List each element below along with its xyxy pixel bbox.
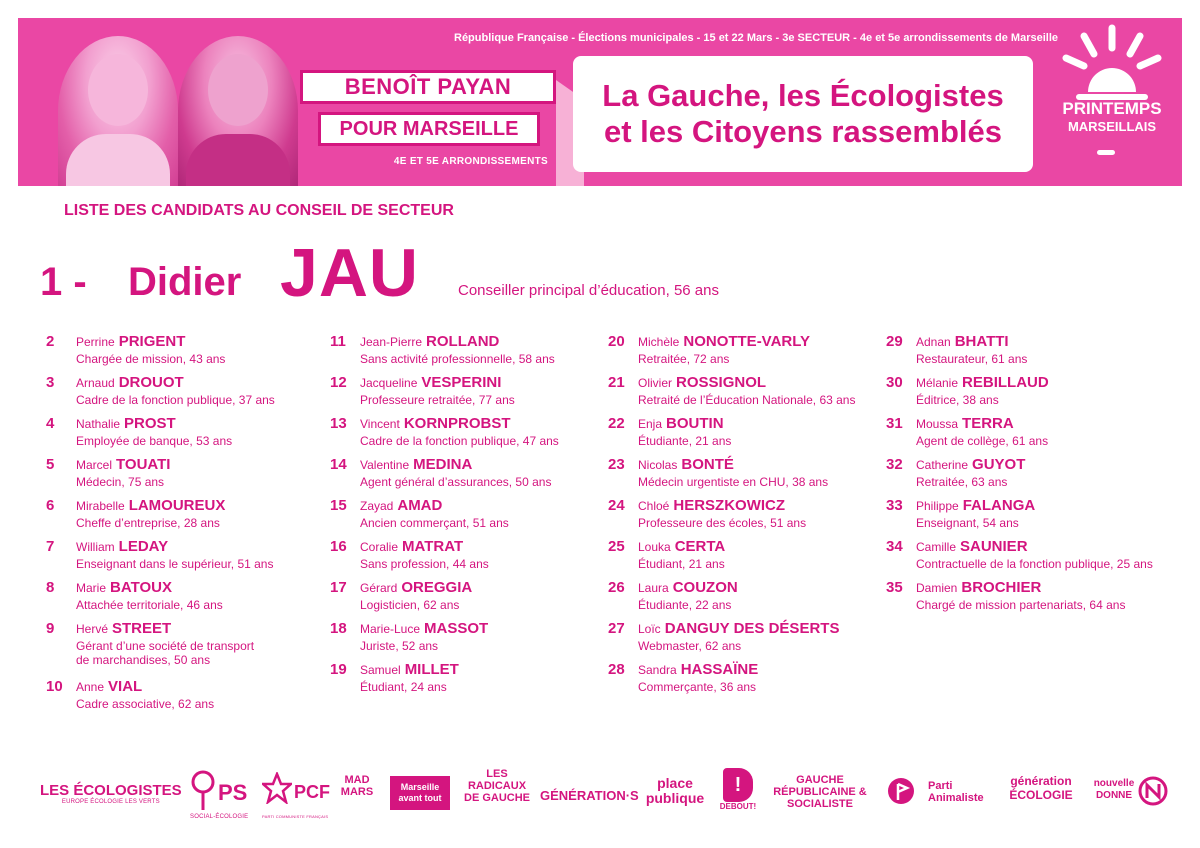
candidate-number: 30 xyxy=(886,374,903,391)
candidate-description: Sans profession, 44 ans xyxy=(360,557,489,571)
candidate-description: Juriste, 52 ans xyxy=(360,639,439,653)
candidate-name xyxy=(360,661,459,678)
candidate-first-name: Camille xyxy=(916,540,957,554)
candidate-name xyxy=(76,620,171,637)
candidate-last-name: BHATTI xyxy=(954,333,1009,350)
logo-ps: PS SOCIAL-ÉCOLOGIE xyxy=(188,770,218,815)
candidate-last-name: VIAL xyxy=(108,678,143,695)
candidate-description: Retraitée, 72 ans xyxy=(638,352,730,366)
candidate-description: Médecin urgentiste en CHU, 38 ans xyxy=(638,475,829,489)
slogan-line-2: et les Citoyens rassemblés xyxy=(603,114,1003,149)
candidate-first-name: Moussa xyxy=(916,417,959,431)
party-logos xyxy=(40,768,1170,828)
candidate-photo-right xyxy=(178,36,298,186)
candidate-last-name: ROSSIGNOL xyxy=(676,374,767,391)
candidate-name-box: BENOÎT PAYAN xyxy=(300,70,556,104)
logo-place-publique: place publique xyxy=(645,775,705,806)
logo-marseille-avant-tout: Marseille avant tout xyxy=(390,776,450,810)
candidate-last-name: SAUNIER xyxy=(960,538,1028,555)
candidate-first-name: Samuel xyxy=(360,663,401,677)
candidate-number: 32 xyxy=(886,456,903,473)
candidate-last-name: DANGUY DES DÉSERTS xyxy=(664,620,840,637)
candidate-number: 26 xyxy=(608,579,625,596)
candidate-number: 2 xyxy=(46,333,55,350)
candidate-last-name: HASSAÏNE xyxy=(680,661,759,678)
candidate-name xyxy=(360,538,463,555)
candidate-description: Attachée territoriale, 46 ans xyxy=(76,598,223,612)
candidate-number: 29 xyxy=(886,333,903,350)
candidate-last-name: OREGGIA xyxy=(401,579,473,596)
candidate-description: Gérant d’une société de transport de marchandises, 50 ans xyxy=(76,639,255,667)
head-candidate-first-name: Didier xyxy=(128,260,242,304)
printemps-marseillais-logo: PRINTEMPS MARSEILLAIS xyxy=(1062,99,1162,134)
candidate-description: Restaurateur, 61 ans xyxy=(916,352,1028,366)
candidate-first-name: Nicolas xyxy=(638,458,678,472)
candidate-number: 19 xyxy=(330,661,347,678)
candidate-last-name: GUYOT xyxy=(972,456,1026,473)
candidate-number: 16 xyxy=(330,538,347,555)
election-info: République Française - Élections municipales - 15 et 22 Mars - 3e SECTEUR - 4e et 5e arrondissements de Marseille xyxy=(454,32,1058,44)
candidate-last-name: NONOTTE-VARLY xyxy=(683,333,811,350)
candidate-number: 8 xyxy=(46,579,55,596)
candidate-number: 25 xyxy=(608,538,625,555)
arrondissements-label: 4E ET 5E ARRONDISSEMENTS xyxy=(393,156,548,167)
candidate-number: 4 xyxy=(46,415,55,432)
candidate-description: Cheffe d’entreprise, 28 ans xyxy=(76,516,220,530)
candidate-description: Étudiante, 22 ans xyxy=(638,598,732,612)
candidate-first-name: Hervé xyxy=(76,622,109,636)
candidate-first-name: William xyxy=(76,540,115,554)
candidate-description: Cadre associative, 62 ans xyxy=(76,697,215,711)
candidate-name xyxy=(638,374,766,391)
candidate-name xyxy=(76,415,176,432)
candidate-description: Commerçante, 36 ans xyxy=(638,680,757,694)
candidate-last-name: TOUATI xyxy=(116,456,171,473)
candidate-description: Étudiant, 21 ans xyxy=(638,557,725,571)
candidate-number: 33 xyxy=(886,497,903,514)
candidate-last-name: BONTÉ xyxy=(681,456,734,473)
candidate-last-name: STREET xyxy=(112,620,172,637)
candidate-number: 11 xyxy=(330,333,346,350)
candidate-first-name: Jacqueline xyxy=(360,376,418,390)
candidate-number: 35 xyxy=(886,579,903,596)
candidate-number: 15 xyxy=(330,497,347,514)
candidate-photo-left xyxy=(58,36,178,186)
candidate-name xyxy=(916,538,1028,555)
candidate-description: Cadre de la fonction publique, 47 ans xyxy=(360,434,559,448)
candidate-name xyxy=(916,333,1009,350)
candidate-description: Étudiant, 24 ans xyxy=(360,680,447,694)
candidate-last-name: PRIGENT xyxy=(118,333,186,350)
candidate-first-name: Damien xyxy=(916,581,958,595)
candidate-first-name: Philippe xyxy=(916,499,959,513)
candidate-last-name: MASSOT xyxy=(424,620,489,637)
star-icon xyxy=(262,772,292,804)
candidate-last-name: BROCHIER xyxy=(961,579,1042,596)
candidate-name xyxy=(638,620,839,637)
candidate-first-name: Vincent xyxy=(360,417,400,431)
sun-logo-icon xyxy=(1062,22,1162,102)
candidate-number: 27 xyxy=(608,620,625,637)
candidate-description: Agent de collège, 61 ans xyxy=(916,434,1049,448)
debout-icon: ! xyxy=(723,768,753,802)
candidate-description: Sans activité professionnelle, 58 ans xyxy=(360,352,555,366)
candidate-number: 21 xyxy=(608,374,625,391)
candidate-name xyxy=(360,579,472,596)
candidate-last-name: PROST xyxy=(124,415,176,432)
candidate-name xyxy=(916,579,1041,596)
candidate-last-name: MILLET xyxy=(404,661,459,678)
logo-les-ecologistes: LES ÉCOLOGISTES EUROPE ÉCOLOGIE LES VERTS xyxy=(40,782,182,805)
candidate-name xyxy=(638,456,734,473)
candidate-first-name: Louka xyxy=(638,540,671,554)
candidate-number: 9 xyxy=(46,620,55,637)
candidate-last-name: REBILLAUD xyxy=(962,374,1049,391)
candidate-number: 13 xyxy=(330,415,347,432)
candidate-last-name: LEDAY xyxy=(118,538,169,555)
logo-generation-ecologie: génération ÉCOLOGIE xyxy=(1009,774,1073,802)
candidate-first-name: Valentine xyxy=(360,458,410,472)
head-candidate-last-name: JAU xyxy=(280,235,420,311)
candidate-number: 24 xyxy=(608,497,625,514)
candidate-number: 12 xyxy=(330,374,347,391)
candidate-name xyxy=(76,538,168,555)
candidate-first-name: Mirabelle xyxy=(76,499,125,513)
candidate-number: 18 xyxy=(330,620,347,637)
logo-radicaux-de-gauche: LES RADICAUX DE GAUCHE xyxy=(464,768,531,804)
candidate-name xyxy=(360,497,442,514)
candidate-name xyxy=(638,415,724,432)
candidate-last-name: MATRAT xyxy=(402,538,464,555)
candidate-number: 14 xyxy=(330,456,347,473)
logo-generations: GÉNÉRATION·S xyxy=(540,788,639,803)
candidate-name xyxy=(916,374,1049,391)
candidate-first-name: Chloé xyxy=(638,499,670,513)
candidate-name xyxy=(76,579,172,596)
candidate-last-name: AMAD xyxy=(397,497,443,514)
candidate-name xyxy=(638,661,758,678)
candidate-number: 20 xyxy=(608,333,625,350)
candidate-first-name: Marcel xyxy=(76,458,113,472)
candidate-last-name: DROUOT xyxy=(118,374,184,391)
head-candidate-description: Conseiller principal d’éducation, 56 ans xyxy=(458,282,719,299)
candidate-description: Professeure retraitée, 77 ans xyxy=(360,393,515,407)
candidate-description: Retraité de l’Éducation Nationale, 63 ans xyxy=(638,393,856,407)
candidate-description: Ancien commerçant, 51 ans xyxy=(360,516,509,530)
candidate-first-name: Michèle xyxy=(638,335,680,349)
candidate-first-name: Anne xyxy=(76,680,105,694)
logo-gauche-republicaine: GAUCHE RÉPUBLICAINE & SOCIALISTE xyxy=(773,774,867,810)
candidate-description: Médecin, 75 ans xyxy=(76,475,165,489)
candidate-first-name: Catherine xyxy=(916,458,969,472)
candidate-description: Employée de banque, 53 ans xyxy=(76,434,233,448)
candidate-name xyxy=(360,620,488,637)
candidate-first-name: Marie-Luce xyxy=(360,622,421,636)
candidate-first-name: Zayad xyxy=(360,499,394,513)
candidate-name xyxy=(76,333,185,350)
candidate-name xyxy=(916,497,1035,514)
candidate-description: Chargée de mission, 43 ans xyxy=(76,352,226,366)
candidate-number: 17 xyxy=(330,579,347,596)
list-title: LISTE DES CANDIDATS AU CONSEIL DE SECTEUR xyxy=(64,202,454,219)
candidate-number: 3 xyxy=(46,374,55,391)
candidate-last-name: CERTA xyxy=(674,538,726,555)
candidate-last-name: COUZON xyxy=(672,579,738,596)
candidate-number: 6 xyxy=(46,497,55,514)
candidate-last-name: FALANGA xyxy=(962,497,1036,514)
candidate-description: Enseignant, 54 ans xyxy=(916,516,1019,530)
candidate-description: Étudiante, 21 ans xyxy=(638,434,732,448)
rose-icon xyxy=(188,770,218,810)
candidate-description: Professeure des écoles, 51 ans xyxy=(638,516,807,530)
candidate-number: 28 xyxy=(608,661,625,678)
candidate-name xyxy=(638,538,725,555)
candidate-first-name: Sandra xyxy=(638,663,677,677)
nouvelle-donne-icon xyxy=(1138,776,1168,806)
candidate-description: Retraitée, 63 ans xyxy=(916,475,1008,489)
candidate-name xyxy=(76,456,170,473)
candidate-name xyxy=(916,415,1014,432)
candidate-description: Chargé de mission partenariats, 64 ans xyxy=(916,598,1126,612)
candidate-name xyxy=(360,374,501,391)
candidate-last-name: KORNPROBST xyxy=(403,415,511,432)
candidate-last-name: HERSZKOWICZ xyxy=(673,497,786,514)
candidate-name xyxy=(360,456,472,473)
candidate-last-name: TERRA xyxy=(962,415,1014,432)
candidate-number: 23 xyxy=(608,456,625,473)
logo-mad-mars: MAD MARS xyxy=(340,774,374,798)
candidate-first-name: Olivier xyxy=(638,376,673,390)
candidate-first-name: Laura xyxy=(638,581,669,595)
candidate-name xyxy=(76,374,184,391)
candidate-name xyxy=(916,456,1025,473)
candidate-description: Éditrice, 38 ans xyxy=(916,393,999,407)
candidate-number: 7 xyxy=(46,538,55,555)
candidate-name xyxy=(76,678,142,695)
logo-debout: ! DEBOUT! xyxy=(718,768,758,811)
candidate-description: Enseignant dans le supérieur, 51 ans xyxy=(76,557,274,571)
candidate-first-name: Gérard xyxy=(360,581,398,595)
candidate-first-name: Marie xyxy=(76,581,107,595)
slogan-line-1: La Gauche, les Écologistes xyxy=(602,78,1004,113)
slogan xyxy=(588,78,1018,150)
candidate-number: 10 xyxy=(46,678,63,695)
candidate-number: 5 xyxy=(46,456,55,473)
candidate-first-name: Jean-Pierre xyxy=(360,335,423,349)
candidate-first-name: Perrine xyxy=(76,335,115,349)
candidate-name xyxy=(638,497,785,514)
logo-pirate xyxy=(886,776,916,811)
candidate-name xyxy=(360,415,510,432)
candidate-first-name: Coralie xyxy=(360,540,399,554)
candidate-description: Logisticien, 62 ans xyxy=(360,598,460,612)
candidate-last-name: VESPERINI xyxy=(421,374,502,391)
candidate-number: 31 xyxy=(886,415,903,432)
candidate-number: 34 xyxy=(886,538,903,555)
candidate-last-name: BATOUX xyxy=(110,579,172,596)
candidate-name xyxy=(638,333,810,350)
candidate-last-name: BOUTIN xyxy=(666,415,724,432)
logo-nouvelle-donne: nouvelle DONNE xyxy=(1093,778,1135,801)
candidate-description: Cadre de la fonction publique, 37 ans xyxy=(76,393,275,407)
candidate-first-name: Enja xyxy=(638,417,663,431)
header-banner xyxy=(18,18,1182,186)
candidate-name xyxy=(638,579,738,596)
logo-dash xyxy=(1097,150,1115,155)
candidate-first-name: Loïc xyxy=(638,622,661,636)
candidate-last-name: MEDINA xyxy=(413,456,473,473)
pirate-flag-icon xyxy=(886,776,916,806)
candidate-description: Contractuelle de la fonction publique, 25 ans xyxy=(916,557,1153,571)
candidate-number: 22 xyxy=(608,415,625,432)
head-candidate-number: 1 - xyxy=(40,260,87,304)
candidate-description: Webmaster, 62 ans xyxy=(638,639,742,653)
candidate-first-name: Mélanie xyxy=(916,376,959,390)
candidate-first-name: Nathalie xyxy=(76,417,121,431)
candidate-first-name: Arnaud xyxy=(76,376,115,390)
logo-parti-animaliste: Parti Animaliste xyxy=(928,780,984,804)
candidate-last-name: LAMOUREUX xyxy=(128,497,226,514)
logo-pcf: PCF PARTI COMMUNISTE FRANÇAIS xyxy=(262,772,292,809)
candidate-name xyxy=(360,333,499,350)
candidate-first-name: Adnan xyxy=(916,335,951,349)
pour-marseille-box: POUR MARSEILLE xyxy=(318,112,540,146)
candidate-description: Agent général d’assurances, 50 ans xyxy=(360,475,552,489)
candidate-last-name: ROLLAND xyxy=(426,333,500,350)
candidate-name xyxy=(76,497,225,514)
